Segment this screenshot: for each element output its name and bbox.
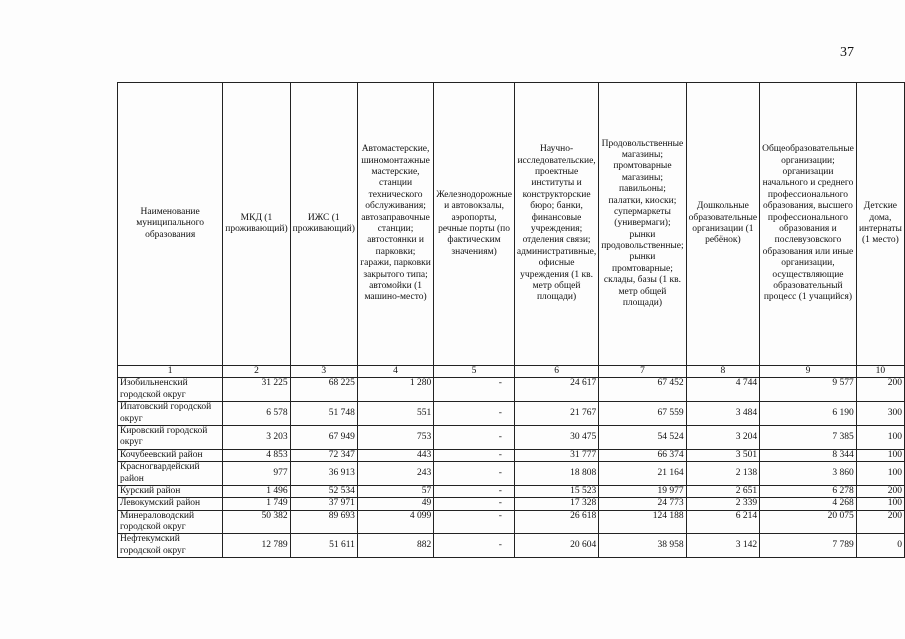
cell-auto: 443 [357,449,433,461]
cell-orphanages: 200 [856,378,904,402]
cell-preschool: 3 484 [686,402,759,426]
table-row [118,402,905,426]
cell-schools: 6 190 [760,402,857,426]
cell-auto: 243 [357,462,433,486]
table-row [118,510,905,534]
cell-preschool: 2 651 [686,485,759,497]
table-header [118,83,905,378]
cell-preschool: 3 204 [686,425,759,449]
cell-auto: 882 [357,534,433,558]
cell-shops: 54 524 [599,425,686,449]
col-number: 2 [223,366,290,378]
municipality-name: Левокумский район [118,498,223,510]
cell-mkd: 977 [223,462,290,486]
cell-izhs: 89 693 [290,510,357,534]
cell-offices: 20 604 [514,534,598,558]
cell-orphanages: 100 [856,498,904,510]
cell-preschool: 2 339 [686,498,759,510]
col-number: 4 [357,366,433,378]
cell-auto: 49 [357,498,433,510]
municipality-name: Курский район [118,485,223,497]
cell-mkd: 50 382 [223,510,290,534]
cell-offices: 17 328 [514,498,598,510]
cell-preschool: 2 138 [686,462,759,486]
cell-mkd: 3 203 [223,425,290,449]
cell-orphanages: 100 [856,449,904,461]
cell-shops: 21 164 [599,462,686,486]
table-row [118,534,905,558]
cell-shops: 67 452 [599,378,686,402]
table-row [118,378,905,402]
table-body [118,378,905,558]
cell-izhs: 51 611 [290,534,357,558]
col-number: 6 [514,366,598,378]
capacity-table [117,82,905,558]
cell-izhs: 51 748 [290,402,357,426]
cell-schools: 4 268 [760,498,857,510]
cell-transport: - [434,449,515,461]
municipality-name: Кочубеевский район [118,449,223,461]
col-number: 9 [760,366,857,378]
cell-schools: 8 344 [760,449,857,461]
cell-shops: 38 958 [599,534,686,558]
col-number: 8 [686,366,759,378]
cell-offices: 21 767 [514,402,598,426]
col-number: 5 [434,366,515,378]
municipality-name: Нефтекумский городской округ [118,534,223,558]
cell-orphanages: 0 [856,534,904,558]
col-number: 3 [290,366,357,378]
municipality-name: Ипатовский городской округ [118,402,223,426]
cell-offices: 18 808 [514,462,598,486]
cell-izhs: 36 913 [290,462,357,486]
col-number: 10 [856,366,904,378]
col-header-name: Наименование муниципального образования [118,83,223,366]
cell-schools: 9 577 [760,378,857,402]
cell-mkd: 4 853 [223,449,290,461]
cell-transport: - [434,378,515,402]
cell-izhs: 67 949 [290,425,357,449]
cell-preschool: 3 501 [686,449,759,461]
cell-schools: 20 075 [760,510,857,534]
cell-offices: 30 475 [514,425,598,449]
cell-shops: 67 559 [599,402,686,426]
cell-offices: 15 523 [514,485,598,497]
col-header-offices: Научно-исследовательские, проектные институты и конструкторские бюро; банки, финансовые учреждения; отделения связи; административные, офисные учреждения (1 кв. метр общей площади) [514,83,598,366]
cell-mkd: 31 225 [223,378,290,402]
cell-auto: 753 [357,425,433,449]
col-header-transport: Железнодорожные и автовокзалы, аэропорты, речные порты (по фактическим значениям) [434,83,515,366]
cell-izhs: 68 225 [290,378,357,402]
cell-orphanages: 200 [856,485,904,497]
cell-auto: 1 280 [357,378,433,402]
cell-transport: - [434,485,515,497]
cell-mkd: 1 749 [223,498,290,510]
municipality-name: Красногвардейский район [118,462,223,486]
table-row [118,449,905,461]
cell-offices: 31 777 [514,449,598,461]
cell-auto: 551 [357,402,433,426]
table-row [118,462,905,486]
cell-shops: 24 773 [599,498,686,510]
cell-offices: 24 617 [514,378,598,402]
cell-mkd: 12 789 [223,534,290,558]
table-row [118,498,905,510]
col-header-preschool: Дошкольные образовательные организации (1 ребёнок) [686,83,759,366]
cell-schools: 7 789 [760,534,857,558]
table-row [118,425,905,449]
cell-orphanages: 200 [856,510,904,534]
cell-shops: 19 977 [599,485,686,497]
cell-schools: 7 385 [760,425,857,449]
cell-izhs: 72 347 [290,449,357,461]
cell-schools: 3 860 [760,462,857,486]
municipality-name: Изобильненский городской округ [118,378,223,402]
col-header-mkd: МКД (1 проживающий) [223,83,290,366]
cell-transport: - [434,510,515,534]
municipality-name: Минераловодский городской округ [118,510,223,534]
cell-auto: 4 099 [357,510,433,534]
cell-transport: - [434,462,515,486]
cell-transport: - [434,534,515,558]
col-header-auto: Автомастерские, шиномонтажные мастерские, станции технического обслуживания; автозаправочные станции; автостоянки и парковки; гаражи, парковки закрытого типа; автомойки (1 машино-место) [357,83,433,366]
cell-preschool: 6 214 [686,510,759,534]
cell-preschool: 3 142 [686,534,759,558]
cell-izhs: 37 971 [290,498,357,510]
col-header-shops: Продовольственные магазины; промтоварные магазины; павильоны; палатки, киоски; супермаркеты (универмаги); рынки продовольственные; рынки промтоварные; склады, базы (1 кв. метр общей площади) [599,83,686,366]
page-number: 37 [840,45,854,60]
col-number: 7 [599,366,686,378]
cell-izhs: 52 534 [290,485,357,497]
cell-transport: - [434,425,515,449]
col-header-orphanages: Детские дома, интернаты (1 место) [856,83,904,366]
cell-mkd: 6 578 [223,402,290,426]
col-number: 1 [118,366,223,378]
table-row [118,485,905,497]
cell-transport: - [434,402,515,426]
cell-transport: - [434,498,515,510]
cell-orphanages: 100 [856,462,904,486]
column-number-row [118,366,905,378]
cell-schools: 6 278 [760,485,857,497]
cell-offices: 26 618 [514,510,598,534]
cell-mkd: 1 496 [223,485,290,497]
cell-shops: 124 188 [599,510,686,534]
municipality-name: Кировский городской округ [118,425,223,449]
cell-orphanages: 300 [856,402,904,426]
header-row [118,83,905,366]
col-header-izhs: ИЖС (1 проживающий) [290,83,357,366]
col-header-schools: Общеобразовательные организации; организации начального и среднего профессионального образования, высшего профессионального образования и послевузовского образования или иные организации, осуществляющие образовательный процесс (1 учащийся) [760,83,857,366]
cell-preschool: 4 744 [686,378,759,402]
cell-orphanages: 100 [856,425,904,449]
cell-shops: 66 374 [599,449,686,461]
cell-auto: 57 [357,485,433,497]
